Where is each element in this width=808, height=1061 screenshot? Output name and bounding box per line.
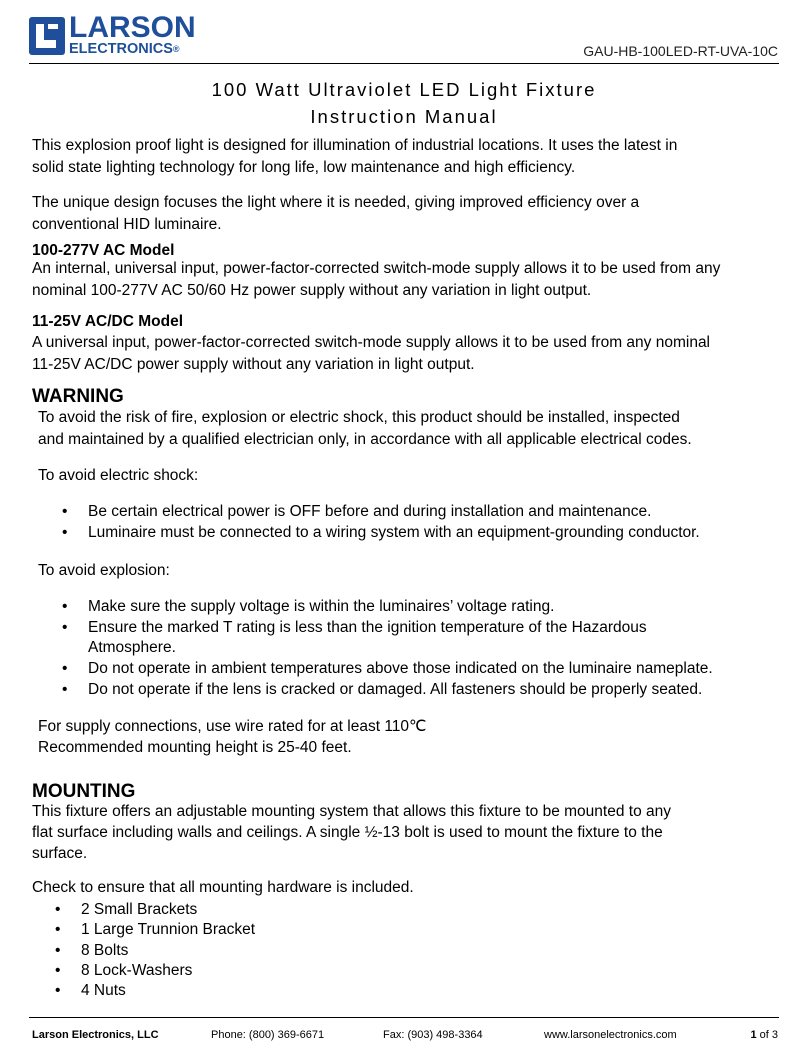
bullet-icon: •: [55, 962, 61, 979]
logo-registered: ®: [172, 44, 180, 54]
ac-model-text: [32, 258, 720, 302]
header-divider: [29, 63, 779, 64]
footer-divider: [29, 1017, 779, 1018]
warning-heading: WARNING: [32, 386, 124, 407]
mounting-line1: This fixture offers an adjustable mounting system that allows this fixture to be mounted to any: [32, 803, 671, 820]
list-item: • Do not operate if the lens is cracked or damaged. All fasteners should be properly seated.: [62, 681, 703, 698]
footer-phone: Phone: (800) 369-6671: [211, 1029, 325, 1041]
bullet-icon: •: [62, 681, 68, 698]
bullet-icon: •: [62, 598, 68, 615]
intro-p1-line2: solid state lighting technology for long life, low maintenance and high efficiency.: [32, 159, 576, 176]
wire-note: For supply connections, use wire rated for at least 110℃: [38, 718, 427, 735]
bullet-icon: •: [62, 660, 68, 677]
explosion-intro: To avoid explosion:: [38, 562, 170, 579]
list-item: • Make sure the supply voltage is within the luminaires’ voltage rating.: [62, 598, 555, 615]
list-item: • Luminaire must be connected to a wiring system with an equipment-grounding conductor.: [62, 524, 700, 541]
bullet-icon: •: [55, 982, 61, 999]
footer-company: Larson Electronics, LLC: [32, 1029, 159, 1041]
mounting-check: Check to ensure that all mounting hardware is included.: [32, 879, 414, 896]
warning-line1: To avoid the risk of fire, explosion or electric shock, this product should be installed, inspected: [38, 409, 680, 426]
mounting-text: [32, 801, 671, 864]
document-title: 100 Watt Ultraviolet LED Light Fixture: [211, 79, 597, 100]
bullet-icon: •: [62, 524, 68, 541]
ac-model-heading: 100-277V AC Model: [32, 242, 175, 259]
logo-electronics-text: ELECTRONICS®: [69, 41, 180, 57]
ac-model-line1: An internal, universal input, power-factor-corrected switch-mode supply allows it to be used from any: [32, 260, 721, 277]
larson-logo: [29, 11, 199, 59]
list-item: • 4 Nuts: [55, 982, 126, 999]
dc-model-line1: A universal input, power-factor-corrected switch-mode supply allows it to be used from any nominal: [32, 334, 711, 351]
logo-mark-icon: [29, 17, 65, 55]
bullet-icon: •: [55, 901, 61, 918]
footer-fax: Fax: (903) 498-3364: [383, 1029, 483, 1041]
logo-larson-text: LARSON: [69, 11, 196, 44]
intro-p1-line1: This explosion proof light is designed for illumination of industrial locations. It uses the latest in: [32, 137, 678, 154]
list-item: • 8 Bolts: [55, 942, 129, 959]
intro-paragraph-1: [32, 135, 677, 179]
intro-paragraph-2: [32, 192, 639, 236]
list-item: • Do not operate in ambient temperatures above those indicated on the luminaire nameplate.: [62, 660, 713, 677]
warning-line2: and maintained by a qualified electrician only, in accordance with all applicable electrical codes.: [38, 431, 692, 448]
dc-model-line2: 11-25V AC/DC power supply without any variation in light output.: [32, 356, 475, 373]
shock-intro: To avoid electric shock:: [38, 467, 199, 484]
list-item: • 1 Large Trunnion Bracket: [55, 921, 256, 938]
bullet-icon: •: [55, 921, 61, 938]
document-code: GAU-HB-100LED-RT-UVA-10C: [583, 43, 778, 59]
intro-p2-line1: The unique design focuses the light where it is needed, giving improved efficiency over a: [32, 194, 640, 211]
footer-page-number: 1 of 3: [750, 1029, 778, 1041]
dc-model-heading: 11-25V AC/DC Model: [32, 313, 184, 330]
list-item: • Ensure the marked T rating is less than the ignition temperature of the Hazardous: [62, 619, 647, 636]
list-item: • Be certain electrical power is OFF before and during installation and maintenance.: [62, 503, 652, 520]
footer-website[interactable]: www.larsonelectronics.com: [544, 1029, 677, 1041]
mounting-heading: MOUNTING: [32, 781, 136, 802]
mounting-line2: flat surface including walls and ceilings. A single ½-13 bolt is used to mount the fixture to the: [32, 824, 663, 841]
bullet-icon: •: [62, 619, 68, 636]
intro-p2-line2: conventional HID luminaire.: [32, 216, 222, 233]
height-note: Recommended mounting height is 25-40 feet.: [38, 739, 352, 756]
bullet-icon: •: [62, 503, 68, 520]
mounting-line3: surface.: [32, 845, 88, 862]
document-subtitle: Instruction Manual: [310, 106, 498, 127]
warning-text: [38, 407, 692, 451]
dc-model-text: [32, 332, 710, 376]
ac-model-line2: nominal 100-277V AC 50/60 Hz power supply without any variation in light output.: [32, 282, 592, 299]
list-item: • 2 Small Brackets: [55, 901, 198, 918]
list-item: • 8 Lock-Washers: [55, 962, 193, 979]
bullet-icon: •: [55, 942, 61, 959]
list-item-continuation: Atmosphere.: [88, 639, 176, 656]
